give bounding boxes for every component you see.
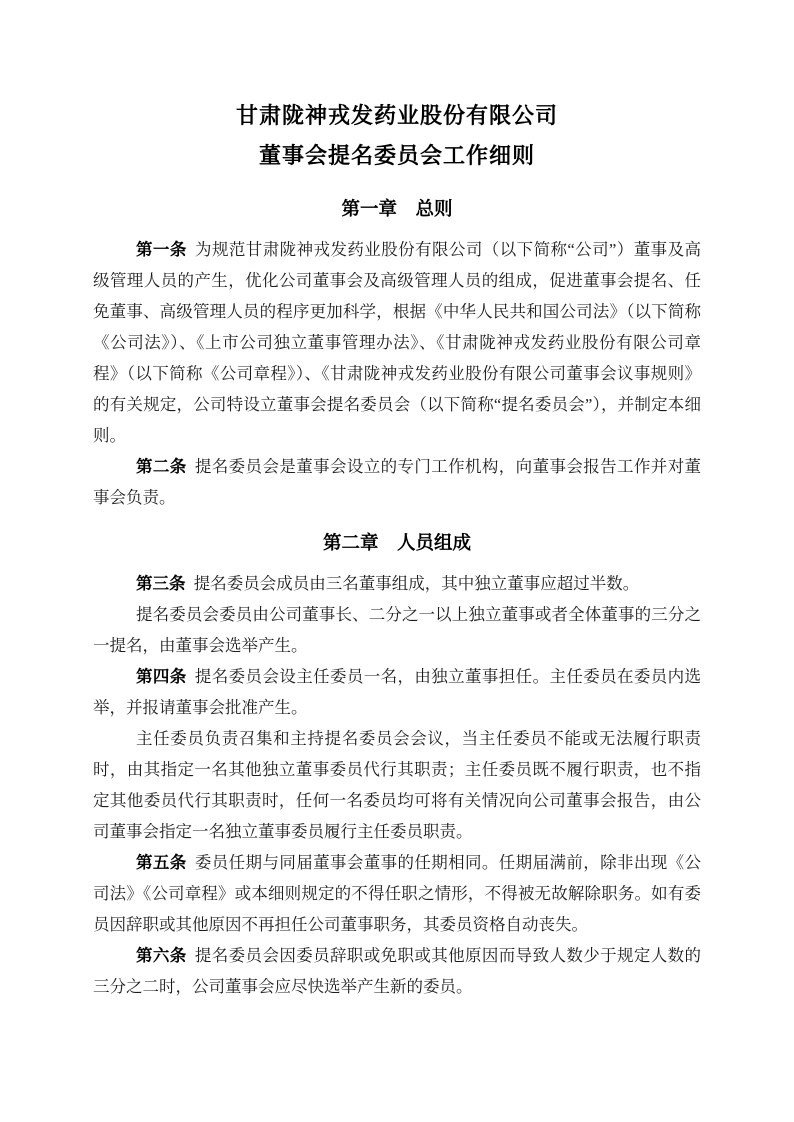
chapter-1-heading: 第一章 总则 xyxy=(341,200,453,220)
article-4 xyxy=(93,661,701,723)
company-name-title: 甘肃陇神戎发药业股份有限公司 xyxy=(235,103,558,128)
document-subtitle: 董事会提名委员会工作细则 xyxy=(258,143,535,168)
article-6-text: 提名委员会因委员辞职或免职或其他原因而导致人数少于规定人数的三分之二时，公司董事会应尽快选举产生新的委员。 xyxy=(93,946,702,996)
article-1-text: 为规范甘肃陇神戎发药业股份有限公司（以下简称“公司”）董事及高级管理人员的产生，优化公司董事会及高级管理人员的组成，促进董事会提名、任免董事、高级管理人员的程序更加科学，根据《中华人民共和国公司法》（以下简称《公司法》）、《上市公司独立董事管理办法》、《甘肃陇神戎发药业股份有限公司章程》（以下简称《公司章程》）、《甘肃陇神戎发药业股份有限公司董事会议事规则》的有关规定，公司特设立董事会提名委员会（以下简称“提名委员会”），并制定本细则。 xyxy=(93,240,701,445)
article-5-text: 委员任期与同届董事会董事的任期相同。任期届满前，除非出现《公司法》《公司章程》或本细则规定的不得任职之情形，不得被无故解除职务。如有委员因辞职或其他原因不再担任公司董事职务，其委员资格自动丧失。 xyxy=(93,853,702,934)
article-6-number: 第六条 xyxy=(136,946,187,965)
article-1-number: 第一条 xyxy=(136,240,187,259)
article-4-continuation xyxy=(93,723,701,847)
article-2-text: 提名委员会是董事会设立的专门工作机构，向董事会报告工作并对董事会负责。 xyxy=(93,457,702,507)
document-page xyxy=(0,96,794,1122)
chapter-2-heading: 第二章 人员组成 xyxy=(322,534,471,554)
article-3-continuation-text: 提名委员会委员由公司董事长、二分之一以上独立董事或者全体董事的三分之一提名，由董事会选举产生。 xyxy=(93,605,701,655)
article-5 xyxy=(93,847,701,940)
article-2-number: 第二条 xyxy=(136,457,187,476)
article-2 xyxy=(93,451,701,513)
article-3-continuation xyxy=(93,599,701,661)
article-1 xyxy=(93,234,701,451)
article-3-text: 提名委员会成员由三名董事组成，其中独立董事应超过半数。 xyxy=(193,574,640,593)
article-6 xyxy=(93,940,701,1002)
article-3 xyxy=(93,568,701,599)
article-5-number: 第五条 xyxy=(136,853,187,872)
article-3-number: 第三条 xyxy=(136,574,186,593)
article-4-continuation-text: 主任委员负责召集和主持提名委员会会议，当主任委员不能或无法履行职责时，由其指定一名其他独立董事委员代行其职责；主任委员既不履行职责，也不指定其他委员代行其职责时，任何一名委员均可将有关情况向公司董事会报告，由公司董事会指定一名独立董事委员履行主任委员职责。 xyxy=(93,729,701,841)
article-4-text: 提名委员会设主任委员一名，由独立董事担任。主任委员在委员内选举，并报请董事会批准产生。 xyxy=(93,667,702,717)
article-4-number: 第四条 xyxy=(136,667,187,686)
document-title xyxy=(93,96,701,176)
